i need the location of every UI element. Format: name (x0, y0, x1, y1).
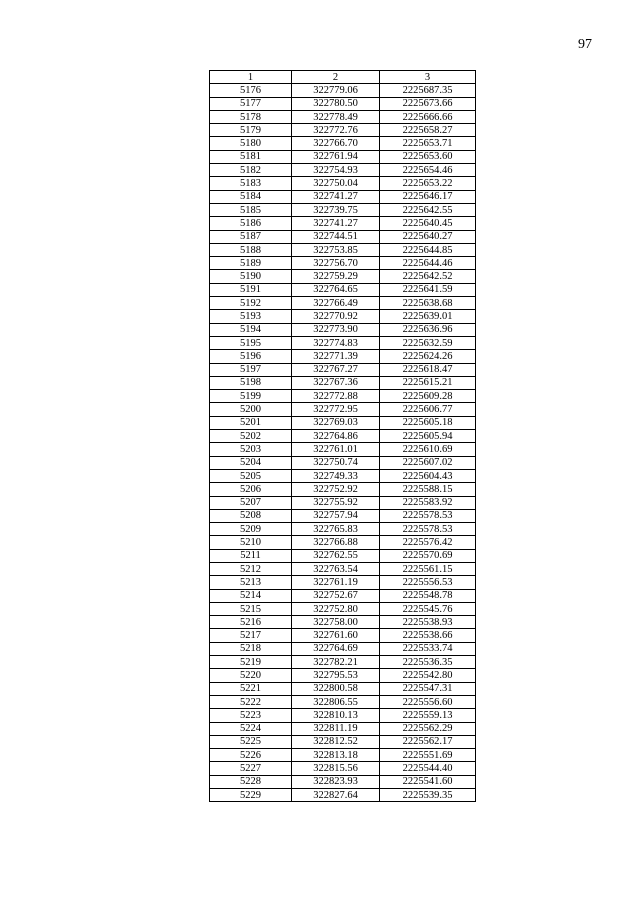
table-row (210, 110, 476, 123)
table-cell: 2225604.43 (380, 469, 476, 482)
table-row (210, 523, 476, 536)
table-cell: 5186 (210, 217, 292, 230)
table-cell: 322766.88 (292, 536, 380, 549)
table-cell: 2225578.53 (380, 523, 476, 536)
table-row (210, 642, 476, 655)
table-cell: 322782.21 (292, 656, 380, 669)
table-cell: 322815.56 (292, 762, 380, 775)
table-cell: 322766.70 (292, 137, 380, 150)
table-cell: 5184 (210, 190, 292, 203)
table-cell: 5194 (210, 323, 292, 336)
table-cell: 5190 (210, 270, 292, 283)
table-cell: 2225538.66 (380, 629, 476, 642)
table-cell: 5222 (210, 695, 292, 708)
table-cell: 322750.04 (292, 177, 380, 190)
table-cell: 5189 (210, 257, 292, 270)
table-row (210, 243, 476, 256)
table-cell: 322769.03 (292, 416, 380, 429)
table-cell: 2225641.59 (380, 283, 476, 296)
table-row (210, 749, 476, 762)
column-header: 2 (292, 71, 380, 84)
table-cell: 322766.49 (292, 297, 380, 310)
table-cell: 2225570.69 (380, 549, 476, 562)
table-cell: 322749.33 (292, 469, 380, 482)
table-cell: 322773.90 (292, 323, 380, 336)
table-row (210, 363, 476, 376)
table-cell: 322754.93 (292, 164, 380, 177)
table-row (210, 257, 476, 270)
table-cell: 2225687.35 (380, 84, 476, 97)
table-cell: 322739.75 (292, 203, 380, 216)
table-cell: 322761.60 (292, 629, 380, 642)
table-row (210, 230, 476, 243)
table-cell: 5221 (210, 682, 292, 695)
table-cell: 2225607.02 (380, 456, 476, 469)
table-cell: 2225658.27 (380, 124, 476, 137)
table-cell: 5227 (210, 762, 292, 775)
table-cell: 322823.93 (292, 775, 380, 788)
table-cell: 2225548.78 (380, 589, 476, 602)
table-cell: 2225562.17 (380, 735, 476, 748)
table-cell: 5205 (210, 469, 292, 482)
page-number: 97 (578, 37, 592, 52)
table-cell: 5196 (210, 350, 292, 363)
table-row (210, 430, 476, 443)
table-cell: 2225542.80 (380, 669, 476, 682)
table-cell: 2225606.77 (380, 403, 476, 416)
table-cell: 5207 (210, 496, 292, 509)
table-cell: 5200 (210, 403, 292, 416)
table-body (210, 84, 476, 802)
table-cell: 2225538.93 (380, 616, 476, 629)
table-row (210, 762, 476, 775)
table-cell: 2225615.21 (380, 376, 476, 389)
table-cell: 5192 (210, 297, 292, 310)
table-cell: 5206 (210, 483, 292, 496)
table-cell: 2225559.13 (380, 709, 476, 722)
column-header: 1 (210, 71, 292, 84)
table-row (210, 390, 476, 403)
table-row (210, 722, 476, 735)
table-cell: 2225636.96 (380, 323, 476, 336)
table-cell: 5188 (210, 243, 292, 256)
table-cell: 322752.80 (292, 602, 380, 615)
table-cell: 5198 (210, 376, 292, 389)
table-cell: 5191 (210, 283, 292, 296)
table-cell: 2225653.71 (380, 137, 476, 150)
table-cell: 5203 (210, 443, 292, 456)
table-row (210, 124, 476, 137)
table-cell: 2225541.60 (380, 775, 476, 788)
table-cell: 5225 (210, 735, 292, 748)
table-cell: 5178 (210, 110, 292, 123)
table-row (210, 509, 476, 522)
table-cell: 2225638.68 (380, 297, 476, 310)
table-cell: 5179 (210, 124, 292, 137)
table-cell: 322750.74 (292, 456, 380, 469)
table-row (210, 190, 476, 203)
table-cell: 322779.06 (292, 84, 380, 97)
table-cell: 322762.55 (292, 549, 380, 562)
table-cell: 2225551.69 (380, 749, 476, 762)
table-cell: 322756.70 (292, 257, 380, 270)
table-cell: 2225653.22 (380, 177, 476, 190)
table-cell: 2225644.85 (380, 243, 476, 256)
table-cell: 322761.94 (292, 150, 380, 163)
table-cell: 5193 (210, 310, 292, 323)
table-cell: 2225653.60 (380, 150, 476, 163)
table-row (210, 496, 476, 509)
table-cell: 2225547.31 (380, 682, 476, 695)
table-cell: 5216 (210, 616, 292, 629)
table-cell: 5217 (210, 629, 292, 642)
table-cell: 2225642.52 (380, 270, 476, 283)
table-cell: 2225610.69 (380, 443, 476, 456)
table-cell: 322772.88 (292, 390, 380, 403)
table-row (210, 549, 476, 562)
table-cell: 5208 (210, 509, 292, 522)
table-cell: 2225578.53 (380, 509, 476, 522)
table-cell: 2225624.26 (380, 350, 476, 363)
table-cell: 322764.69 (292, 642, 380, 655)
table-cell: 5199 (210, 390, 292, 403)
table-cell: 322795.53 (292, 669, 380, 682)
table-row (210, 150, 476, 163)
table-row (210, 297, 476, 310)
table-cell: 322765.83 (292, 523, 380, 536)
table-cell: 2225646.17 (380, 190, 476, 203)
table-cell: 322772.95 (292, 403, 380, 416)
table-cell: 2225639.01 (380, 310, 476, 323)
table-cell: 5180 (210, 137, 292, 150)
table-cell: 322806.55 (292, 695, 380, 708)
table-cell: 322812.52 (292, 735, 380, 748)
table-cell: 2225609.28 (380, 390, 476, 403)
table-cell: 5226 (210, 749, 292, 762)
table-cell: 2225556.60 (380, 695, 476, 708)
table-cell: 2225618.47 (380, 363, 476, 376)
table-row (210, 164, 476, 177)
table-row (210, 775, 476, 788)
table-cell: 322755.92 (292, 496, 380, 509)
table-cell: 5219 (210, 656, 292, 669)
table-cell: 2225576.42 (380, 536, 476, 549)
table-cell: 5182 (210, 164, 292, 177)
table-cell: 5211 (210, 549, 292, 562)
table-row (210, 323, 476, 336)
table-row (210, 483, 476, 496)
table-cell: 5176 (210, 84, 292, 97)
table-cell: 322752.67 (292, 589, 380, 602)
table-row (210, 589, 476, 602)
table-cell: 5213 (210, 576, 292, 589)
table-cell: 5228 (210, 775, 292, 788)
table-cell: 2225654.46 (380, 164, 476, 177)
table-row (210, 84, 476, 97)
table-cell: 2225561.15 (380, 562, 476, 575)
table-cell: 5201 (210, 416, 292, 429)
table-cell: 2225583.92 (380, 496, 476, 509)
table-cell: 5214 (210, 589, 292, 602)
table-cell: 2225544.40 (380, 762, 476, 775)
table-cell: 5224 (210, 722, 292, 735)
table-row (210, 616, 476, 629)
table-cell: 5229 (210, 789, 292, 802)
table-row (210, 695, 476, 708)
table-row (210, 656, 476, 669)
table-row (210, 469, 476, 482)
table-row (210, 336, 476, 349)
table-cell: 2225533.74 (380, 642, 476, 655)
table-cell: 5183 (210, 177, 292, 190)
table-row (210, 682, 476, 695)
table-row (210, 177, 476, 190)
table-cell: 322764.65 (292, 283, 380, 296)
table-cell: 5195 (210, 336, 292, 349)
table-row (210, 203, 476, 216)
table-cell: 2225605.18 (380, 416, 476, 429)
table-cell: 322759.29 (292, 270, 380, 283)
table-cell: 322811.19 (292, 722, 380, 735)
table-cell: 322753.85 (292, 243, 380, 256)
column-header: 3 (380, 71, 476, 84)
table-cell: 322761.19 (292, 576, 380, 589)
table-row (210, 536, 476, 549)
table-cell: 2225556.53 (380, 576, 476, 589)
table-cell: 5212 (210, 562, 292, 575)
table-cell: 322800.58 (292, 682, 380, 695)
table-cell: 322767.27 (292, 363, 380, 376)
table-cell: 5197 (210, 363, 292, 376)
table-row (210, 283, 476, 296)
table-cell: 322741.27 (292, 217, 380, 230)
table-row (210, 789, 476, 802)
table-row (210, 97, 476, 110)
table-row (210, 576, 476, 589)
table-row (210, 137, 476, 150)
table-cell: 2225673.66 (380, 97, 476, 110)
table-cell: 5210 (210, 536, 292, 549)
table-cell: 322772.76 (292, 124, 380, 137)
table-cell: 5204 (210, 456, 292, 469)
table-cell: 2225632.59 (380, 336, 476, 349)
table-cell: 322764.86 (292, 430, 380, 443)
table-cell: 322752.92 (292, 483, 380, 496)
table-cell: 322761.01 (292, 443, 380, 456)
table-cell: 322767.36 (292, 376, 380, 389)
table-cell: 2225588.15 (380, 483, 476, 496)
table-row (210, 403, 476, 416)
table-cell: 5223 (210, 709, 292, 722)
table-cell: 2225536.35 (380, 656, 476, 669)
table-cell: 5220 (210, 669, 292, 682)
table-cell: 322770.92 (292, 310, 380, 323)
table-cell: 2225539.35 (380, 789, 476, 802)
table-row (210, 217, 476, 230)
coordinates-table (209, 70, 476, 802)
table-row (210, 310, 476, 323)
table-row (210, 669, 476, 682)
table-row (210, 270, 476, 283)
table-cell: 5215 (210, 602, 292, 615)
table-cell: 322758.00 (292, 616, 380, 629)
table-row (210, 709, 476, 722)
table-row (210, 376, 476, 389)
table-row (210, 416, 476, 429)
table-cell: 2225545.76 (380, 602, 476, 615)
table-row (210, 562, 476, 575)
table-cell: 5202 (210, 430, 292, 443)
table-row (210, 456, 476, 469)
table-cell: 322774.83 (292, 336, 380, 349)
table-cell: 2225642.55 (380, 203, 476, 216)
table-row (210, 443, 476, 456)
table-row (210, 350, 476, 363)
table-cell: 322771.39 (292, 350, 380, 363)
table-cell: 322741.27 (292, 190, 380, 203)
table-cell: 2225640.45 (380, 217, 476, 230)
table-cell: 5177 (210, 97, 292, 110)
table-cell: 322763.54 (292, 562, 380, 575)
table-row (210, 602, 476, 615)
table-cell: 322827.64 (292, 789, 380, 802)
table-header-row (210, 71, 476, 84)
table-cell: 5218 (210, 642, 292, 655)
table-cell: 5209 (210, 523, 292, 536)
table-cell: 322757.94 (292, 509, 380, 522)
table-cell: 5187 (210, 230, 292, 243)
table-row (210, 629, 476, 642)
table-cell: 322813.18 (292, 749, 380, 762)
table-cell: 2225605.94 (380, 430, 476, 443)
table-cell: 2225644.46 (380, 257, 476, 270)
table-cell: 5185 (210, 203, 292, 216)
table-cell: 2225666.66 (380, 110, 476, 123)
table-cell: 322778.49 (292, 110, 380, 123)
table-cell: 322744.51 (292, 230, 380, 243)
table-cell: 2225562.29 (380, 722, 476, 735)
table-cell: 322780.50 (292, 97, 380, 110)
table-cell: 322810.13 (292, 709, 380, 722)
table-cell: 2225640.27 (380, 230, 476, 243)
table-row (210, 735, 476, 748)
table-cell: 5181 (210, 150, 292, 163)
